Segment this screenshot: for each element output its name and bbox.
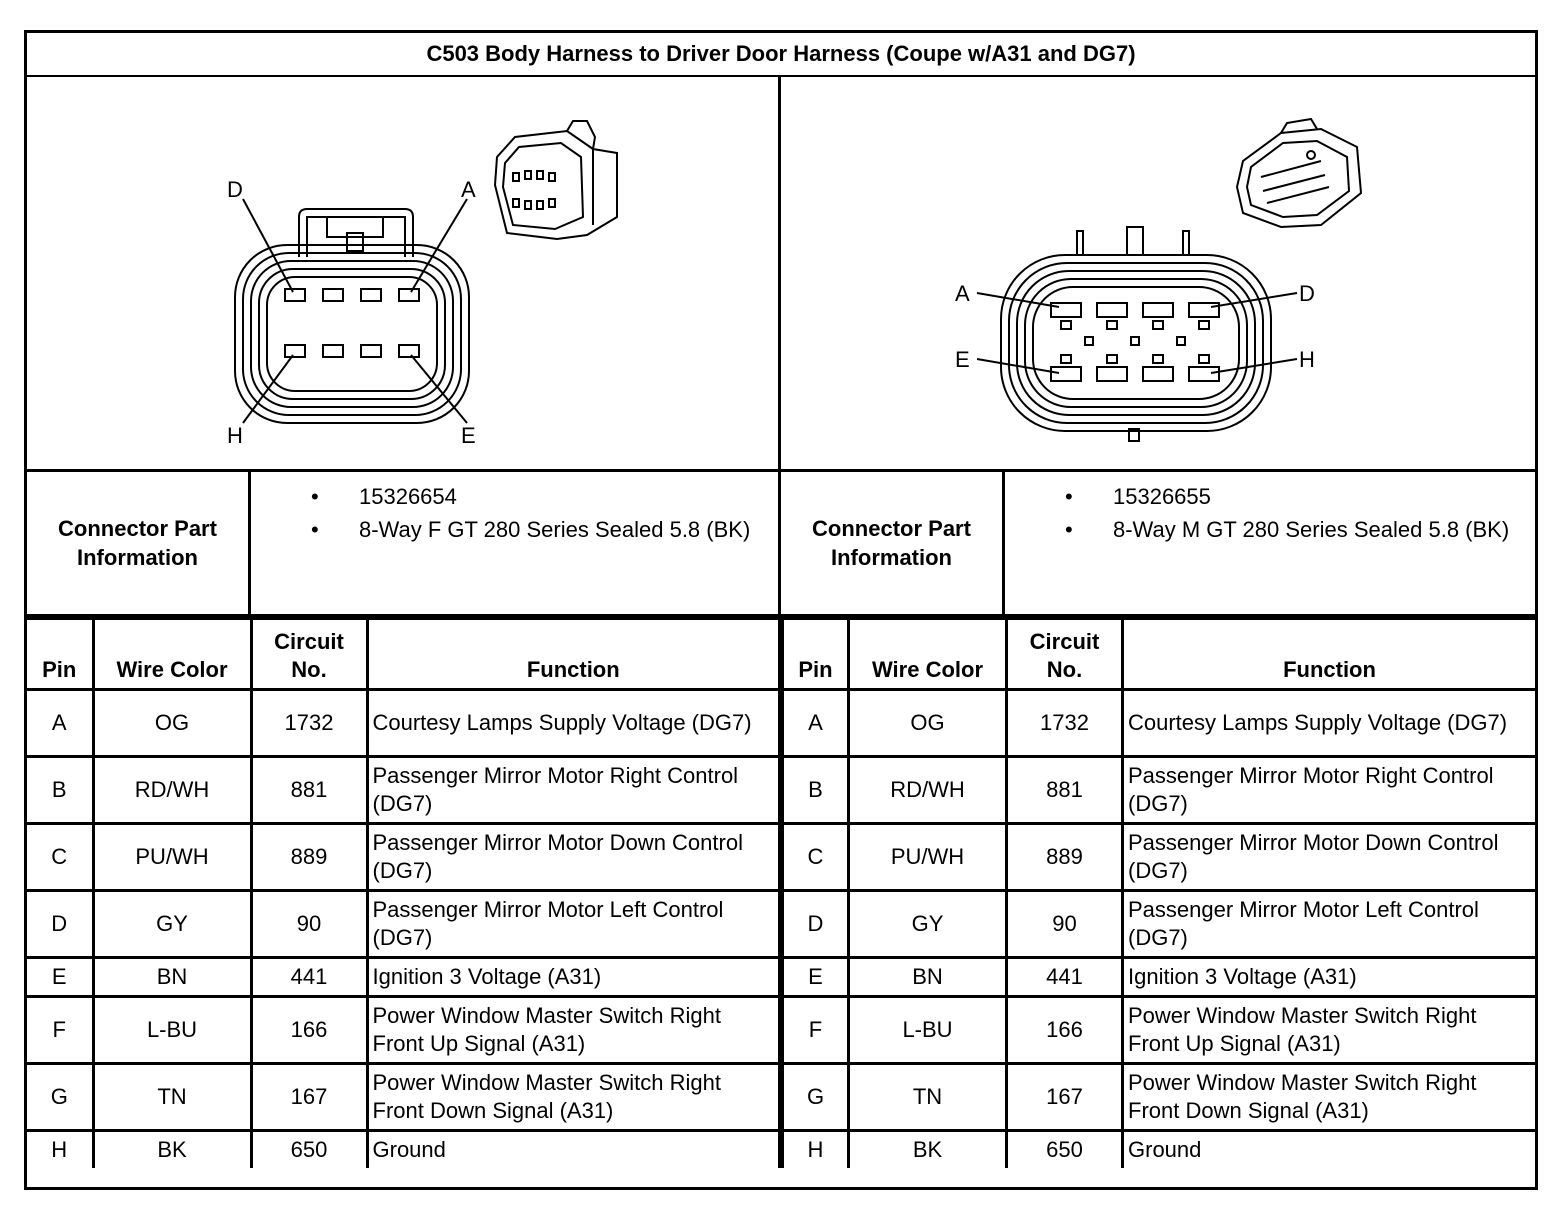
part-info-item bbox=[255, 482, 765, 511]
table-row bbox=[783, 891, 1536, 958]
pin-cell: A bbox=[27, 690, 93, 757]
part-info-list bbox=[1009, 482, 1519, 548]
circuit-cell: 441 bbox=[251, 958, 367, 997]
table-row bbox=[783, 1064, 1536, 1131]
bullet: • bbox=[1065, 484, 1073, 509]
circuit-cell: 889 bbox=[251, 824, 367, 891]
table-row bbox=[783, 958, 1536, 997]
header-pin: Pin bbox=[27, 619, 93, 690]
part-info-item bbox=[1009, 515, 1519, 544]
bullet: • bbox=[311, 517, 319, 542]
pin-cell: E bbox=[783, 958, 849, 997]
part-info-list bbox=[255, 482, 765, 548]
wire-color-cell: BK bbox=[93, 1131, 251, 1169]
left-callout-a: A bbox=[461, 177, 476, 202]
circuit-cell: 441 bbox=[1007, 958, 1123, 997]
function-cell: Passenger Mirror Motor Left Control (DG7) bbox=[1123, 891, 1536, 958]
table-row bbox=[27, 891, 780, 958]
function-cell: Passenger Mirror Motor Down Control (DG7) bbox=[367, 824, 780, 891]
pin-cell: G bbox=[27, 1064, 93, 1131]
wire-color-cell: PU/WH bbox=[93, 824, 251, 891]
left-part-info bbox=[27, 469, 781, 617]
circuit-cell: 167 bbox=[251, 1064, 367, 1131]
table-row bbox=[783, 757, 1536, 824]
table-row bbox=[783, 824, 1536, 891]
circuit-cell: 889 bbox=[1007, 824, 1123, 891]
pin-cell: B bbox=[27, 757, 93, 824]
pin-cell: C bbox=[783, 824, 849, 891]
wire-color-cell: TN bbox=[849, 1064, 1007, 1131]
right-callout-a: A bbox=[955, 281, 970, 306]
wire-color-cell: TN bbox=[93, 1064, 251, 1131]
function-cell: Power Window Master Switch Right Front Up Signal (A31) bbox=[1123, 997, 1536, 1064]
circuit-cell: 650 bbox=[251, 1131, 367, 1169]
table-row bbox=[27, 1131, 780, 1169]
pin-cell: G bbox=[783, 1064, 849, 1131]
part-description: 8-Way M GT 280 Series Sealed 5.8 (BK) bbox=[1113, 517, 1510, 542]
header-circuit-no: Circuit No. bbox=[251, 619, 367, 690]
wire-color-cell: BN bbox=[849, 958, 1007, 997]
right-callout-h: H bbox=[1299, 347, 1315, 372]
circuit-cell: 166 bbox=[1007, 997, 1123, 1064]
function-cell: Ground bbox=[1123, 1131, 1536, 1169]
wire-color-cell: GY bbox=[849, 891, 1007, 958]
wire-color-cell: OG bbox=[93, 690, 251, 757]
table-row bbox=[27, 958, 780, 997]
function-cell: Courtesy Lamps Supply Voltage (DG7) bbox=[367, 690, 780, 757]
table-row bbox=[27, 757, 780, 824]
male-connector-face-drawing bbox=[781, 77, 1535, 469]
right-callout-e: E bbox=[955, 347, 970, 372]
wire-color-cell: L-BU bbox=[849, 997, 1007, 1064]
wire-color-cell: RD/WH bbox=[93, 757, 251, 824]
header-circuit-no: Circuit No. bbox=[1007, 619, 1123, 690]
wire-color-cell: PU/WH bbox=[849, 824, 1007, 891]
table-row bbox=[27, 1064, 780, 1131]
pin-cell: E bbox=[27, 958, 93, 997]
pin-cell: C bbox=[27, 824, 93, 891]
bullet: • bbox=[1065, 517, 1073, 542]
pin-cell: H bbox=[27, 1131, 93, 1169]
function-cell: Courtesy Lamps Supply Voltage (DG7) bbox=[1123, 690, 1536, 757]
table-row bbox=[27, 690, 780, 757]
header-wire-color: Wire Color bbox=[93, 619, 251, 690]
part-number: 15326654 bbox=[359, 484, 457, 509]
function-cell: Passenger Mirror Motor Down Control (DG7) bbox=[1123, 824, 1536, 891]
part-info-label: Connector Part Information bbox=[781, 472, 1005, 614]
left-callout-d: D bbox=[227, 177, 243, 202]
table-row bbox=[783, 997, 1536, 1064]
left-connector-diagram bbox=[27, 77, 781, 469]
pin-cell: B bbox=[783, 757, 849, 824]
function-cell: Ground bbox=[367, 1131, 780, 1169]
table-row bbox=[27, 997, 780, 1064]
pin-cell: D bbox=[27, 891, 93, 958]
wire-color-cell: BK bbox=[849, 1131, 1007, 1169]
female-connector-face-drawing bbox=[27, 77, 781, 469]
circuit-cell: 650 bbox=[1007, 1131, 1123, 1169]
right-part-info bbox=[781, 469, 1535, 617]
function-cell: Passenger Mirror Motor Right Control (DG7) bbox=[1123, 757, 1536, 824]
right-connector-diagram bbox=[781, 77, 1535, 469]
header-function: Function bbox=[367, 619, 780, 690]
pin-cell: D bbox=[783, 891, 849, 958]
part-number: 15326655 bbox=[1113, 484, 1211, 509]
circuit-cell: 90 bbox=[1007, 891, 1123, 958]
table-row bbox=[27, 824, 780, 891]
function-cell: Power Window Master Switch Right Front Down Signal (A31) bbox=[367, 1064, 780, 1131]
pin-cell: F bbox=[27, 997, 93, 1064]
header-pin: Pin bbox=[783, 619, 849, 690]
function-cell: Ignition 3 Voltage (A31) bbox=[367, 958, 780, 997]
connector-sheet bbox=[24, 30, 1538, 1190]
function-cell: Power Window Master Switch Right Front Down Signal (A31) bbox=[1123, 1064, 1536, 1131]
wire-color-cell: L-BU bbox=[93, 997, 251, 1064]
table-row bbox=[783, 1131, 1536, 1169]
circuit-cell: 167 bbox=[1007, 1064, 1123, 1131]
function-cell: Ignition 3 Voltage (A31) bbox=[1123, 958, 1536, 997]
pin-cell: H bbox=[783, 1131, 849, 1169]
function-cell: Power Window Master Switch Right Front Up Signal (A31) bbox=[367, 997, 780, 1064]
left-callout-e: E bbox=[461, 423, 476, 448]
left-pin-table bbox=[27, 617, 781, 1168]
circuit-cell: 1732 bbox=[1007, 690, 1123, 757]
table-row bbox=[783, 690, 1536, 757]
left-callout-h: H bbox=[227, 423, 243, 448]
circuit-cell: 166 bbox=[251, 997, 367, 1064]
right-callout-d: D bbox=[1299, 281, 1315, 306]
pin-cell: F bbox=[783, 997, 849, 1064]
right-pin-table bbox=[781, 617, 1535, 1168]
wire-color-cell: OG bbox=[849, 690, 1007, 757]
circuit-cell: 90 bbox=[251, 891, 367, 958]
header-wire-color: Wire Color bbox=[849, 619, 1007, 690]
wire-color-cell: BN bbox=[93, 958, 251, 997]
part-info-label: Connector Part Information bbox=[27, 472, 251, 614]
part-info-item bbox=[255, 515, 765, 544]
wire-color-cell: RD/WH bbox=[849, 757, 1007, 824]
wire-color-cell: GY bbox=[93, 891, 251, 958]
header-function: Function bbox=[1123, 619, 1536, 690]
circuit-cell: 881 bbox=[1007, 757, 1123, 824]
part-info-item bbox=[1009, 482, 1519, 511]
bullet: • bbox=[311, 484, 319, 509]
circuit-cell: 881 bbox=[251, 757, 367, 824]
part-description: 8-Way F GT 280 Series Sealed 5.8 (BK) bbox=[359, 517, 751, 542]
page-title: C503 Body Harness to Driver Door Harness (Coupe w/A31 and DG7) bbox=[27, 33, 1535, 77]
function-cell: Passenger Mirror Motor Right Control (DG7) bbox=[367, 757, 780, 824]
pin-cell: A bbox=[783, 690, 849, 757]
circuit-cell: 1732 bbox=[251, 690, 367, 757]
function-cell: Passenger Mirror Motor Left Control (DG7) bbox=[367, 891, 780, 958]
